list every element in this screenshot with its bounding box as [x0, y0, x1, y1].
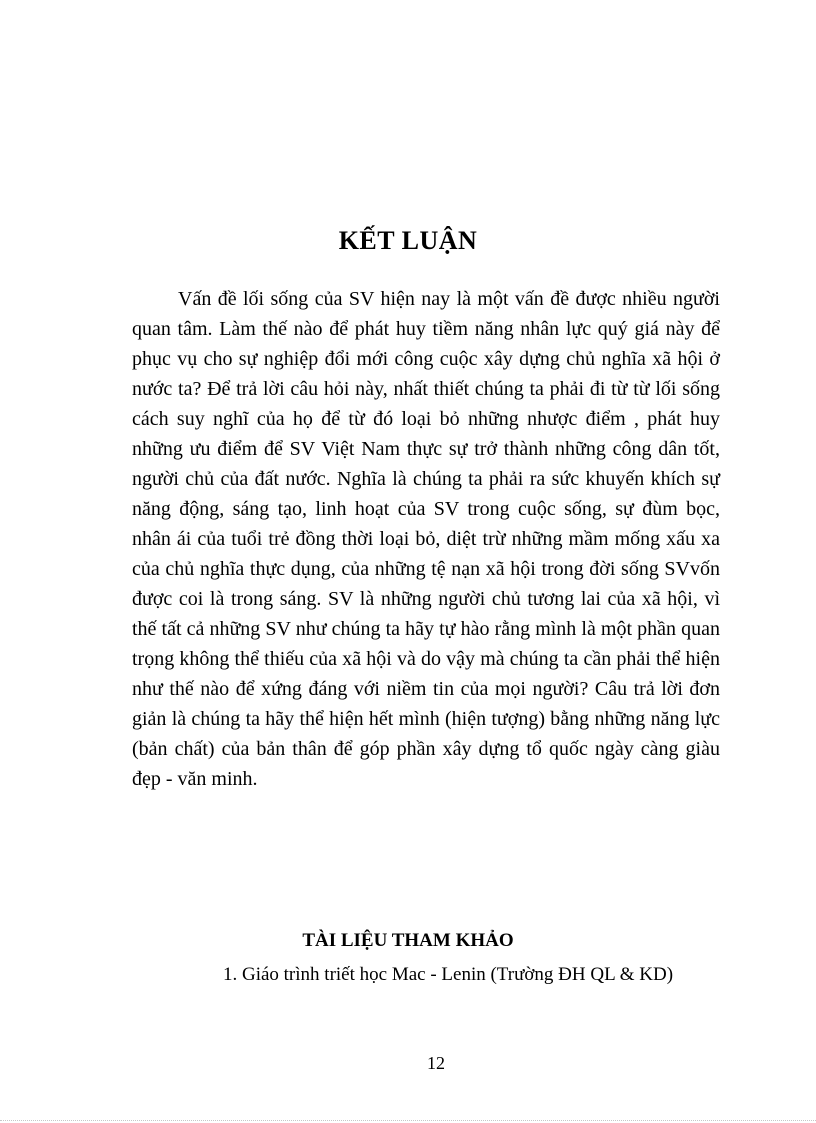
conclusion-paragraph: Vấn đề lối sống của SV hiện nay là một vấn đề được nhiều người quan tâm. Làm thế nào để phát huy tiềm năng nhân lực quý giá này để phục vụ cho sự nghiệp đổi mới công cuộc xây dựng chủ nghĩa xã hội ở nước ta? Để trả lời câu hỏi này, nhất thiết chúng ta phải đi từ từ lối sống cách suy nghĩ của họ để từ đó loại bỏ những nhược điểm , phát huy những ưu điểm để SV Việt Nam thực sự trở thành những công dân tốt, người chủ của đất nước. Nghĩa là chúng ta phải ra sức khuyến khích sự năng động, sáng tạo, linh hoạt của SV trong cuộc sống, sự đùm bọc, nhân ái của tuổi trẻ đồng thời loại bỏ, diệt trừ những mầm mống xấu xa của chủ nghĩa thực dụng, của những tệ nạn xã hội trong đời sống SVvốn được coi là trong sáng. SV là những người chủ tương lai của xã hội, vì thế tất cả những SV như chúng ta hãy tự hào rằng mình là một phần quan trọng không thể thiếu của xã hội và do vậy mà chúng ta cần phải thể hiện như thế nào để xứng đáng với niềm tin của mọi người? Câu trả lời đơn giản là chúng ta hãy thể hiện hết mình (hiện tượng) bằng những năng lực (bản chất) của bản thân để góp phần xây dựng tổ quốc ngày càng giàu đẹp - văn minh.: [132, 288, 720, 790]
references-title: TÀI LIỆU THAM KHẢO: [302, 930, 514, 951]
reference-item: 1. Giáo trình triết học Mac - Lenin (Trường ĐH QL & KD): [222, 964, 674, 985]
page-bottom-divider: [0, 1120, 816, 1121]
section-title: KẾT LUẬN: [338, 226, 478, 255]
conclusion-body: [132, 284, 720, 794]
page-number: 12: [427, 1053, 445, 1073]
